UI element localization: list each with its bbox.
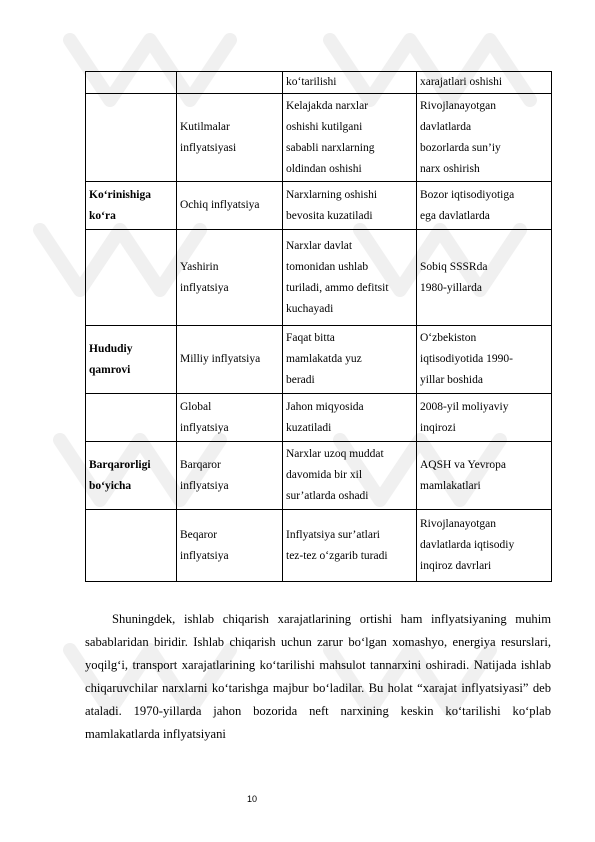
table-cell-example: Sobiq SSSRda 1980-yillarda	[417, 230, 552, 326]
table-cell-description: Narxlar davlat tomonidan ushlab turiladi, ammo defitsit kuchayadi	[283, 230, 417, 326]
table-cell-example: Bozor iqtisodiyotiga ega davlatlarda	[417, 182, 552, 230]
table-cell-type: Kutilmalar inflyatsiyasi	[177, 94, 283, 182]
table-cell-criterion	[86, 94, 177, 182]
table-cell-description: Kelajakda narxlar oshishi kutilgani sababli narxlarning oldindan oshishi	[283, 94, 417, 182]
page-number: 10	[247, 794, 258, 804]
inflation-types-table	[85, 71, 552, 582]
table-cell-type	[177, 72, 283, 94]
table-cell-description: Faqat bitta mamlakatda yuz beradi	[283, 326, 417, 394]
table-cell-example: Rivojlanayotgan davlatlarda bozorlarda sun’iy narx oshirish	[417, 94, 552, 182]
table-row	[86, 182, 552, 230]
table-row	[86, 72, 552, 94]
table-row	[86, 94, 552, 182]
table-cell-description: Narxlarning oshishi bevosita kuzatiladi	[283, 182, 417, 230]
table-cell-type: Milliy inflyatsiya	[177, 326, 283, 394]
table-cell-description: Jahon miqyosida kuzatiladi	[283, 394, 417, 442]
table-cell-example: AQSH va Yevropa mamlakatlari	[417, 442, 552, 510]
table-row	[86, 230, 552, 326]
table-row	[86, 326, 552, 394]
table-cell-criterion	[86, 230, 177, 326]
table-cell-criterion	[86, 72, 177, 94]
table-row	[86, 510, 552, 582]
table-cell-criterion: Barqarorligi bo‘yicha	[86, 442, 177, 510]
table-cell-criterion	[86, 510, 177, 582]
table-cell-example: Rivojlanayotgan davlatlarda iqtisodiy inqiroz davrlari	[417, 510, 552, 582]
table-cell-description: Inflyatsiya sur’atlari tez-tez o‘zgarib turadi	[283, 510, 417, 582]
table-cell-type: Ochiq inflyatsiya	[177, 182, 283, 230]
body-paragraph: Shuningdek, ishlab chiqarish xarajatlarining ortishi ham inflyatsiyaning muhim sabablaridan biridir. Ishlab chiqarish uchun zarur bo‘lgan xomashyo, energiya resurslari, yoqilg‘i, transport xarajatlarining ko‘tarilishi mahsulot tannarxini oshiradi. Natijada ishlab chiqaruvchilar narxlarni ko‘tarishga majbur bo‘ladilar. Bu holat “xarajat inflyatsiyasi” deb ataladi. 1970-yillarda jahon bozorida neft narxining keskin ko‘tarilishi ko‘plab mamlakatlarda inflyatsiyani	[85, 612, 551, 741]
table-cell-example: 2008-yil moliyaviy inqirozi	[417, 394, 552, 442]
table-cell-criterion: Ko‘rinishiga ko‘ra	[86, 182, 177, 230]
table-cell-type: Global inflyatsiya	[177, 394, 283, 442]
table-cell-type: Beqaror inflyatsiya	[177, 510, 283, 582]
table-cell-description: ko‘tarilishi	[283, 72, 417, 94]
table-cell-type: Yashirin inflyatsiya	[177, 230, 283, 326]
table-cell-example: xarajatlari oshishi	[417, 72, 552, 94]
table-cell-description: Narxlar uzoq muddat davomida bir xil sur’atlarda oshadi	[283, 442, 417, 510]
table-cell-criterion: Hududiy qamrovi	[86, 326, 177, 394]
table-row	[86, 442, 552, 510]
table-cell-type: Barqaror inflyatsiya	[177, 442, 283, 510]
table-row	[86, 394, 552, 442]
table-cell-example: O‘zbekiston iqtisodiyotida 1990- yillar boshida	[417, 326, 552, 394]
table-cell-criterion	[86, 394, 177, 442]
